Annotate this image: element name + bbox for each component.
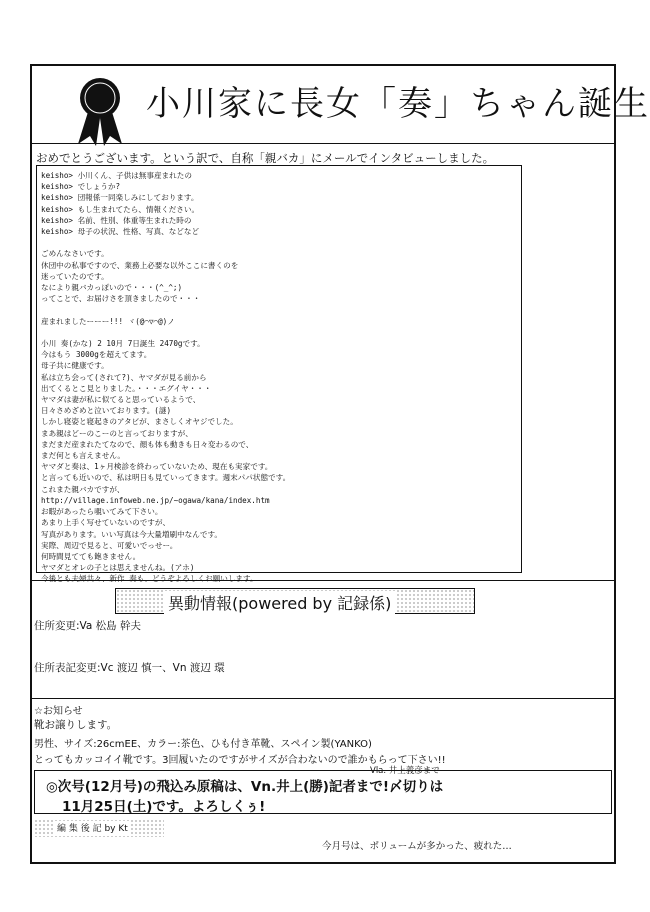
intro-text: おめでとうございます。という訳で、自称「親バカ」にメールでインタビューしました。 [36,151,495,165]
osirase-line: 男性、サイズ:26cmEE、カラー:茶色、ひも付き革靴、スペイン製(YANKO) [34,739,372,750]
chat-line: 迷っていたのです。 [41,271,109,281]
chat-line: なにより親バカっぽいので・・・(^_^;) [41,283,183,293]
chat-line: まだ何とも言えません。 [41,451,125,461]
osirase-line: 靴お譲りします。 [34,719,118,731]
chat-line: keisho> 小川くん、子供は無事産まれたの [41,171,192,180]
chat-line: 写真があります。いい写真は今大量増刷中なんです。 [41,529,223,539]
chat-line [41,327,290,338]
interview-box [36,165,522,584]
notice-line: ◎次号(12月号)の飛込み原稿は、Vn.井上(勝)記者まで!〆切りは [46,779,444,795]
chat-line: ヤマダは妻が私に似てると思っているようで、 [41,395,201,405]
henshu-heading-box [34,819,164,837]
chat-line: 産まれましたーーー!!! ヾ(@⌒▽⌒@)ノ [41,316,175,326]
ikou-heading-box [115,588,475,614]
chat-line: keisho> 母子の状況、性格、写真、などなど [41,227,200,237]
chat-line: keisho> でしょうか? [41,182,121,192]
chat-line: 休団中の私事ですので、業務上必要な以外ここに書くのを [41,260,239,270]
address-change: 住所変更:Va 松島 幹夫 [34,620,142,632]
page-title: 小川家に長女「奏」ちゃん誕生 [146,84,650,124]
chat-line: 日々さめざめと泣いております。(謎) [41,406,172,416]
chat-line: 出てくるとこ見とりました。・・・エグイヤ・・・ [41,383,212,393]
chat-line: これまた親バカですが、 [41,484,125,494]
ikou-heading: 異動情報(powered by 記録係) [164,591,395,614]
interview-transcript [41,170,290,585]
osirase-label: ☆お知らせ [34,706,83,717]
chat-line: keisho> 団報係一同楽しみにしております。 [41,193,199,203]
chat-line: まあ親はどーのこーのと言っておりますが、 [41,428,193,438]
henshu-heading: 編 集 後 記 by Kt [54,821,131,834]
chat-line: 今はもう 3000gを超えてます。 [41,350,152,360]
award-ribbon-icon [70,74,130,146]
chat-line: しかし寝姿と寝起きのアタビが、まさしくオヤジでした。 [41,417,238,427]
chat-line: まだまだ産まれたてなので、顔も体も動きも日々変わるので、 [41,439,254,449]
chat-line: ヤマダとオレの子とは思えませんね。(アホ) [41,563,195,573]
chat-line: お暇があったら覗いてみて下さい。 [41,507,163,517]
osirase-contact: Vla. 井上義彦まで [370,766,440,776]
chat-line: あまり上手く写せていないのですが、 [41,518,171,528]
chat-line: と言っても近いので、私は明日も見ていってきます。週末パパ状態です。 [41,473,291,483]
henshu-text: 今月号は、ボリュームが多かった、疲れた… [322,841,512,852]
chat-line: 実際、周辺で見ると、可愛いでっせー。 [41,540,178,550]
chat-line: 今後とも夫婦共々、新作 奏も、どうぞよろしくお願いします。 [41,574,258,584]
section-divider [30,580,616,581]
address-notation-change: 住所表記変更:Vc 渡辺 慎一、Vn 渡辺 環 [34,662,225,674]
osirase-line: とってもカッコイイ靴です。3回履いたのですがサイズが合わないので誰かもらって下さい!! [34,755,446,766]
chat-line: ごめんなさいです。 [41,249,109,259]
chat-line: keisho> 名前、性別、体重等生まれた時の [41,215,192,225]
section-divider [30,698,616,699]
chat-line: keisho> もし生まれてたら、情報ください。 [41,204,200,214]
chat-line: ヤマダと奏は、1ヶ月検診を終わっていないため、現在も実家です。 [41,462,273,472]
chat-line [41,237,290,248]
chat-line: ってことで、お届けさを頂きましたので・・・ [41,294,201,304]
chat-line: http://village.infoweb.ne.jp/~ogawa/kana/index.htm [41,495,270,505]
chat-line [41,304,290,315]
chat-line: 母子共に健康です。 [41,361,109,371]
notice-line: 11月25日(土)です。よろしくぅ! [62,799,266,815]
chat-line: 何時間見てても飽きません。 [41,551,141,561]
title-divider [30,143,616,144]
chat-line: 小川 奏(かな) 2 10月 7日誕生 2470gです。 [41,339,205,349]
chat-line: 私は立ち会って(されて?)、ヤマダが見る前から [41,372,207,382]
